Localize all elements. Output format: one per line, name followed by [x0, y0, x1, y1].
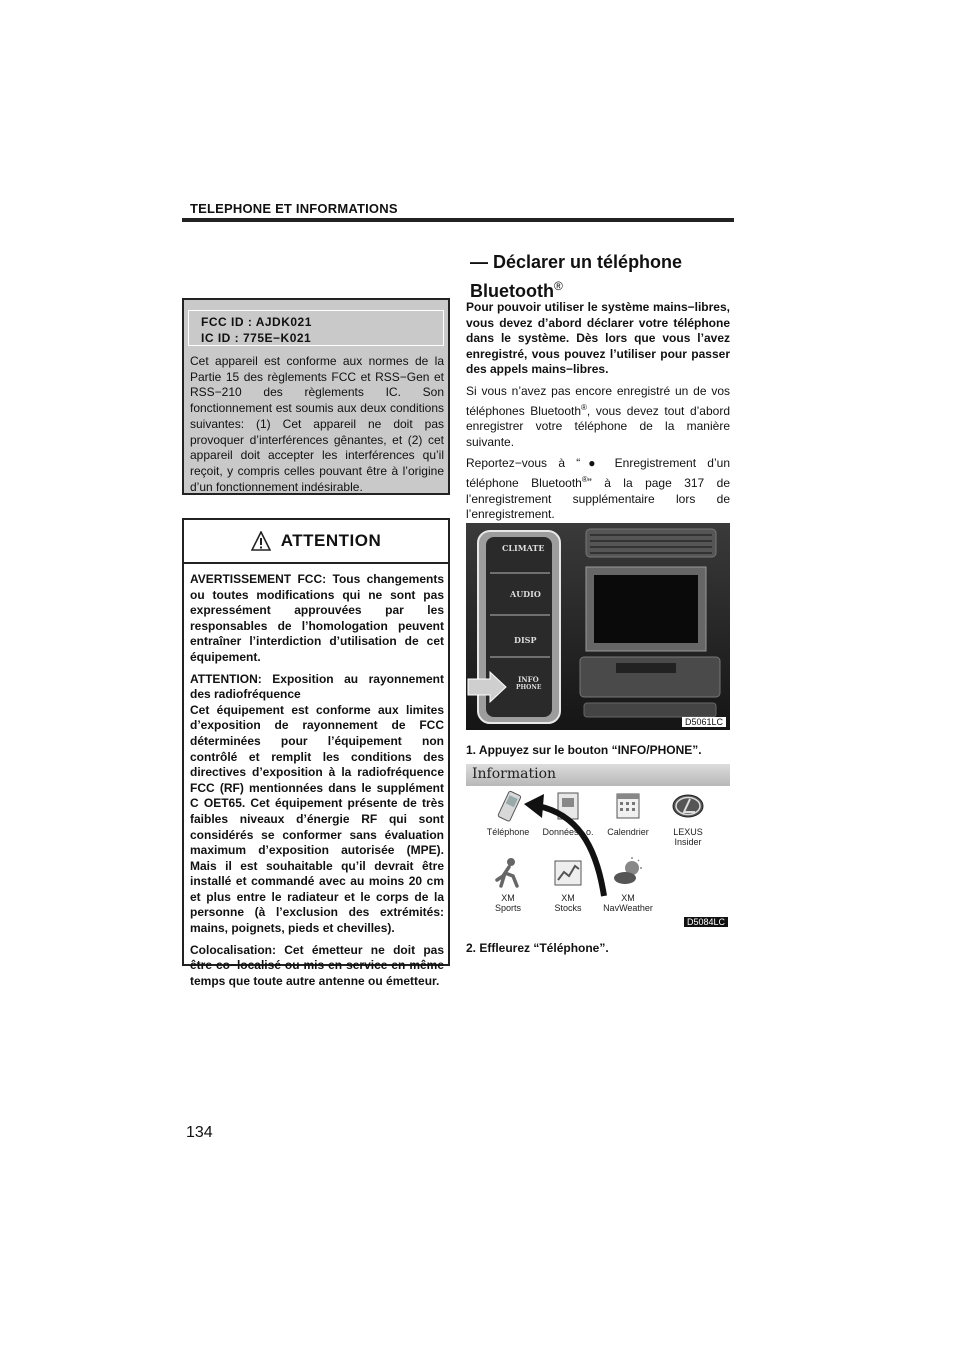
information-screen — [466, 764, 730, 929]
fcc-id-box — [188, 310, 444, 346]
app-label: Données...o. — [542, 827, 594, 837]
registered-mark: ® — [581, 402, 587, 412]
stocks-chart-icon — [551, 856, 585, 890]
attention-title: ATTENTION — [280, 531, 382, 550]
photo-code: D5061LC — [682, 717, 726, 727]
fcc-warning-paragraph: AVERTISSEMENT FCC: Tous changements ou toutes modifications qui ne sont pas expressément approuvées par les responsables de l’homologation peuvent entraîner l’interdiction d’utilisation de cet équipement. — [190, 572, 444, 664]
screen-code: D5084LC — [684, 917, 728, 927]
section-heading-line1: — Déclarer un téléphone — [470, 252, 683, 272]
app-telephone[interactable] — [476, 790, 540, 837]
app-calendrier[interactable] — [596, 790, 660, 837]
reference-text-a: Reportez−vous à “ — [466, 456, 581, 471]
app-xm-navweather[interactable] — [596, 856, 660, 913]
warning-triangle-icon — [251, 531, 271, 551]
app-label: Calendrier — [607, 827, 649, 837]
rf-exposure-text: Cet équipement est conforme aux limites d’exposition de rayonnement de FCC déterminées pour l’équipement non contrôlé et remplit les conditions des directives d’exposition à la radiofréquence FCC (RF) mentionnées dans le supplément C OET65. Cet équipement présente de très faibles niveaux d’énergie RF qui sont considérés se conformer sans évaluation maximum d’exposition autorisée (MPE). Mais il est souhaitable qu’il devrait être installé et commandé avec au moins 20 cm et plus entre le radiateur et le corps de la personne (à l’exclusion des extrémités: mains, poignets, pieds et chevilles). — [190, 702, 444, 936]
calendar-icon — [611, 790, 645, 824]
audio-button: AUDIO — [510, 589, 541, 599]
info-screen-title: Information — [472, 766, 557, 782]
step-1: 1. Appuyez sur le bouton “INFO/PHONE”. — [466, 743, 702, 757]
colocation-paragraph: Colocalisation: Cet émetteur ne doit pas être co−localisé ou mis en service en même temps que toute autre antenne ou émetteur. — [190, 942, 444, 988]
app-label: Téléphone — [486, 827, 530, 837]
bluetooth-text-a: Si vous n’avez pas encore enregistré un de vos téléphones Bluetooth — [466, 383, 730, 418]
reference-text-c: ” à la page 317 de l’enregistrement supplémentaire lors de l’enregistrement. — [466, 475, 730, 522]
contacts-icon — [551, 790, 585, 824]
step-2: 2. Effleurez “Téléphone”. — [466, 941, 609, 955]
app-label-line2: Stocks — [554, 903, 582, 913]
climate-button: CLIMATE — [502, 543, 545, 553]
app-label: XM — [501, 893, 515, 903]
reference-text-b: Enregistrement d’un téléphone Bluetooth — [466, 456, 730, 490]
phone-icon — [491, 790, 525, 824]
reference-paragraph — [466, 456, 730, 522]
attention-divider — [184, 562, 448, 564]
disp-button: DISP — [514, 635, 537, 645]
app-lexus-insider[interactable] — [656, 790, 720, 847]
weather-icon — [611, 856, 645, 890]
registered-mark: ® — [581, 474, 588, 484]
dashboard-photo — [466, 523, 730, 730]
app-donnees[interactable] — [536, 790, 600, 837]
page-number: 134 — [186, 1124, 213, 1141]
runner-icon — [491, 856, 525, 890]
attention-box — [182, 518, 450, 988]
bluetooth-text-b: , vous devez tout d’abord enregistrer votre téléphone de la manière suivante. — [466, 403, 730, 449]
running-header: TELEPHONE ET INFORMATIONS — [190, 201, 398, 216]
attention-header — [184, 520, 448, 562]
app-label-line2: Sports — [494, 903, 521, 913]
info-phone-button-label-phone: PHONE — [516, 684, 542, 691]
fcc-id-line: FCC ID : AJDK021 — [201, 315, 312, 329]
intro-paragraph: Pour pouvoir utiliser le système mains−libres, vous devez d’abord déclarer votre téléphone dans le système. Dès lors que vous l’avez enregistré, vous pouvez l’utiliser pour passer des appels mains−libres. — [466, 300, 730, 377]
ic-id-line: IC ID : 775E−K021 — [201, 331, 312, 345]
right-column-text — [466, 300, 730, 529]
registered-mark: ® — [553, 279, 563, 293]
info-title-bar — [466, 764, 730, 786]
section-heading-line2: Bluetooth — [470, 281, 554, 301]
app-xm-sports[interactable] — [476, 856, 540, 913]
app-xm-stocks[interactable] — [536, 856, 600, 913]
rf-exposure-heading: ATTENTION: Exposition au rayonnement des radiofréquence — [190, 671, 444, 702]
dashboard-illustration — [466, 523, 730, 730]
fcc-notice-box — [182, 298, 450, 495]
app-label-line2: NavWeather — [603, 903, 653, 913]
attention-body — [190, 572, 444, 995]
fcc-notice-text: Cet appareil est conforme aux normes de la Partie 15 des règlements FCC et RSS−Gen et RSS−210 des règlements IC. Son fonctionnement est soumis aux deux conditions suivantes: (1) Cet appareil ne doit pas provoquer d’interférences gênantes, et (2) cet appareil doit accepter les interférences qu’il reçoit, y compris celles pouvant être à l’origine d’un fonctionnement indésirable. — [190, 354, 444, 494]
app-label: XM — [561, 893, 575, 903]
section-heading — [470, 250, 750, 303]
info-phone-button-label-info: INFO — [518, 675, 539, 684]
app-label: LEXUS — [673, 827, 703, 837]
header-rule — [182, 218, 734, 222]
lexus-logo-icon — [671, 790, 705, 824]
bluetooth-paragraph — [466, 384, 730, 450]
bullet-icon: ● — [580, 456, 604, 471]
rf-exposure-paragraph — [190, 672, 444, 937]
app-label: XM — [621, 893, 635, 903]
app-label-line2: Insider — [674, 837, 702, 847]
